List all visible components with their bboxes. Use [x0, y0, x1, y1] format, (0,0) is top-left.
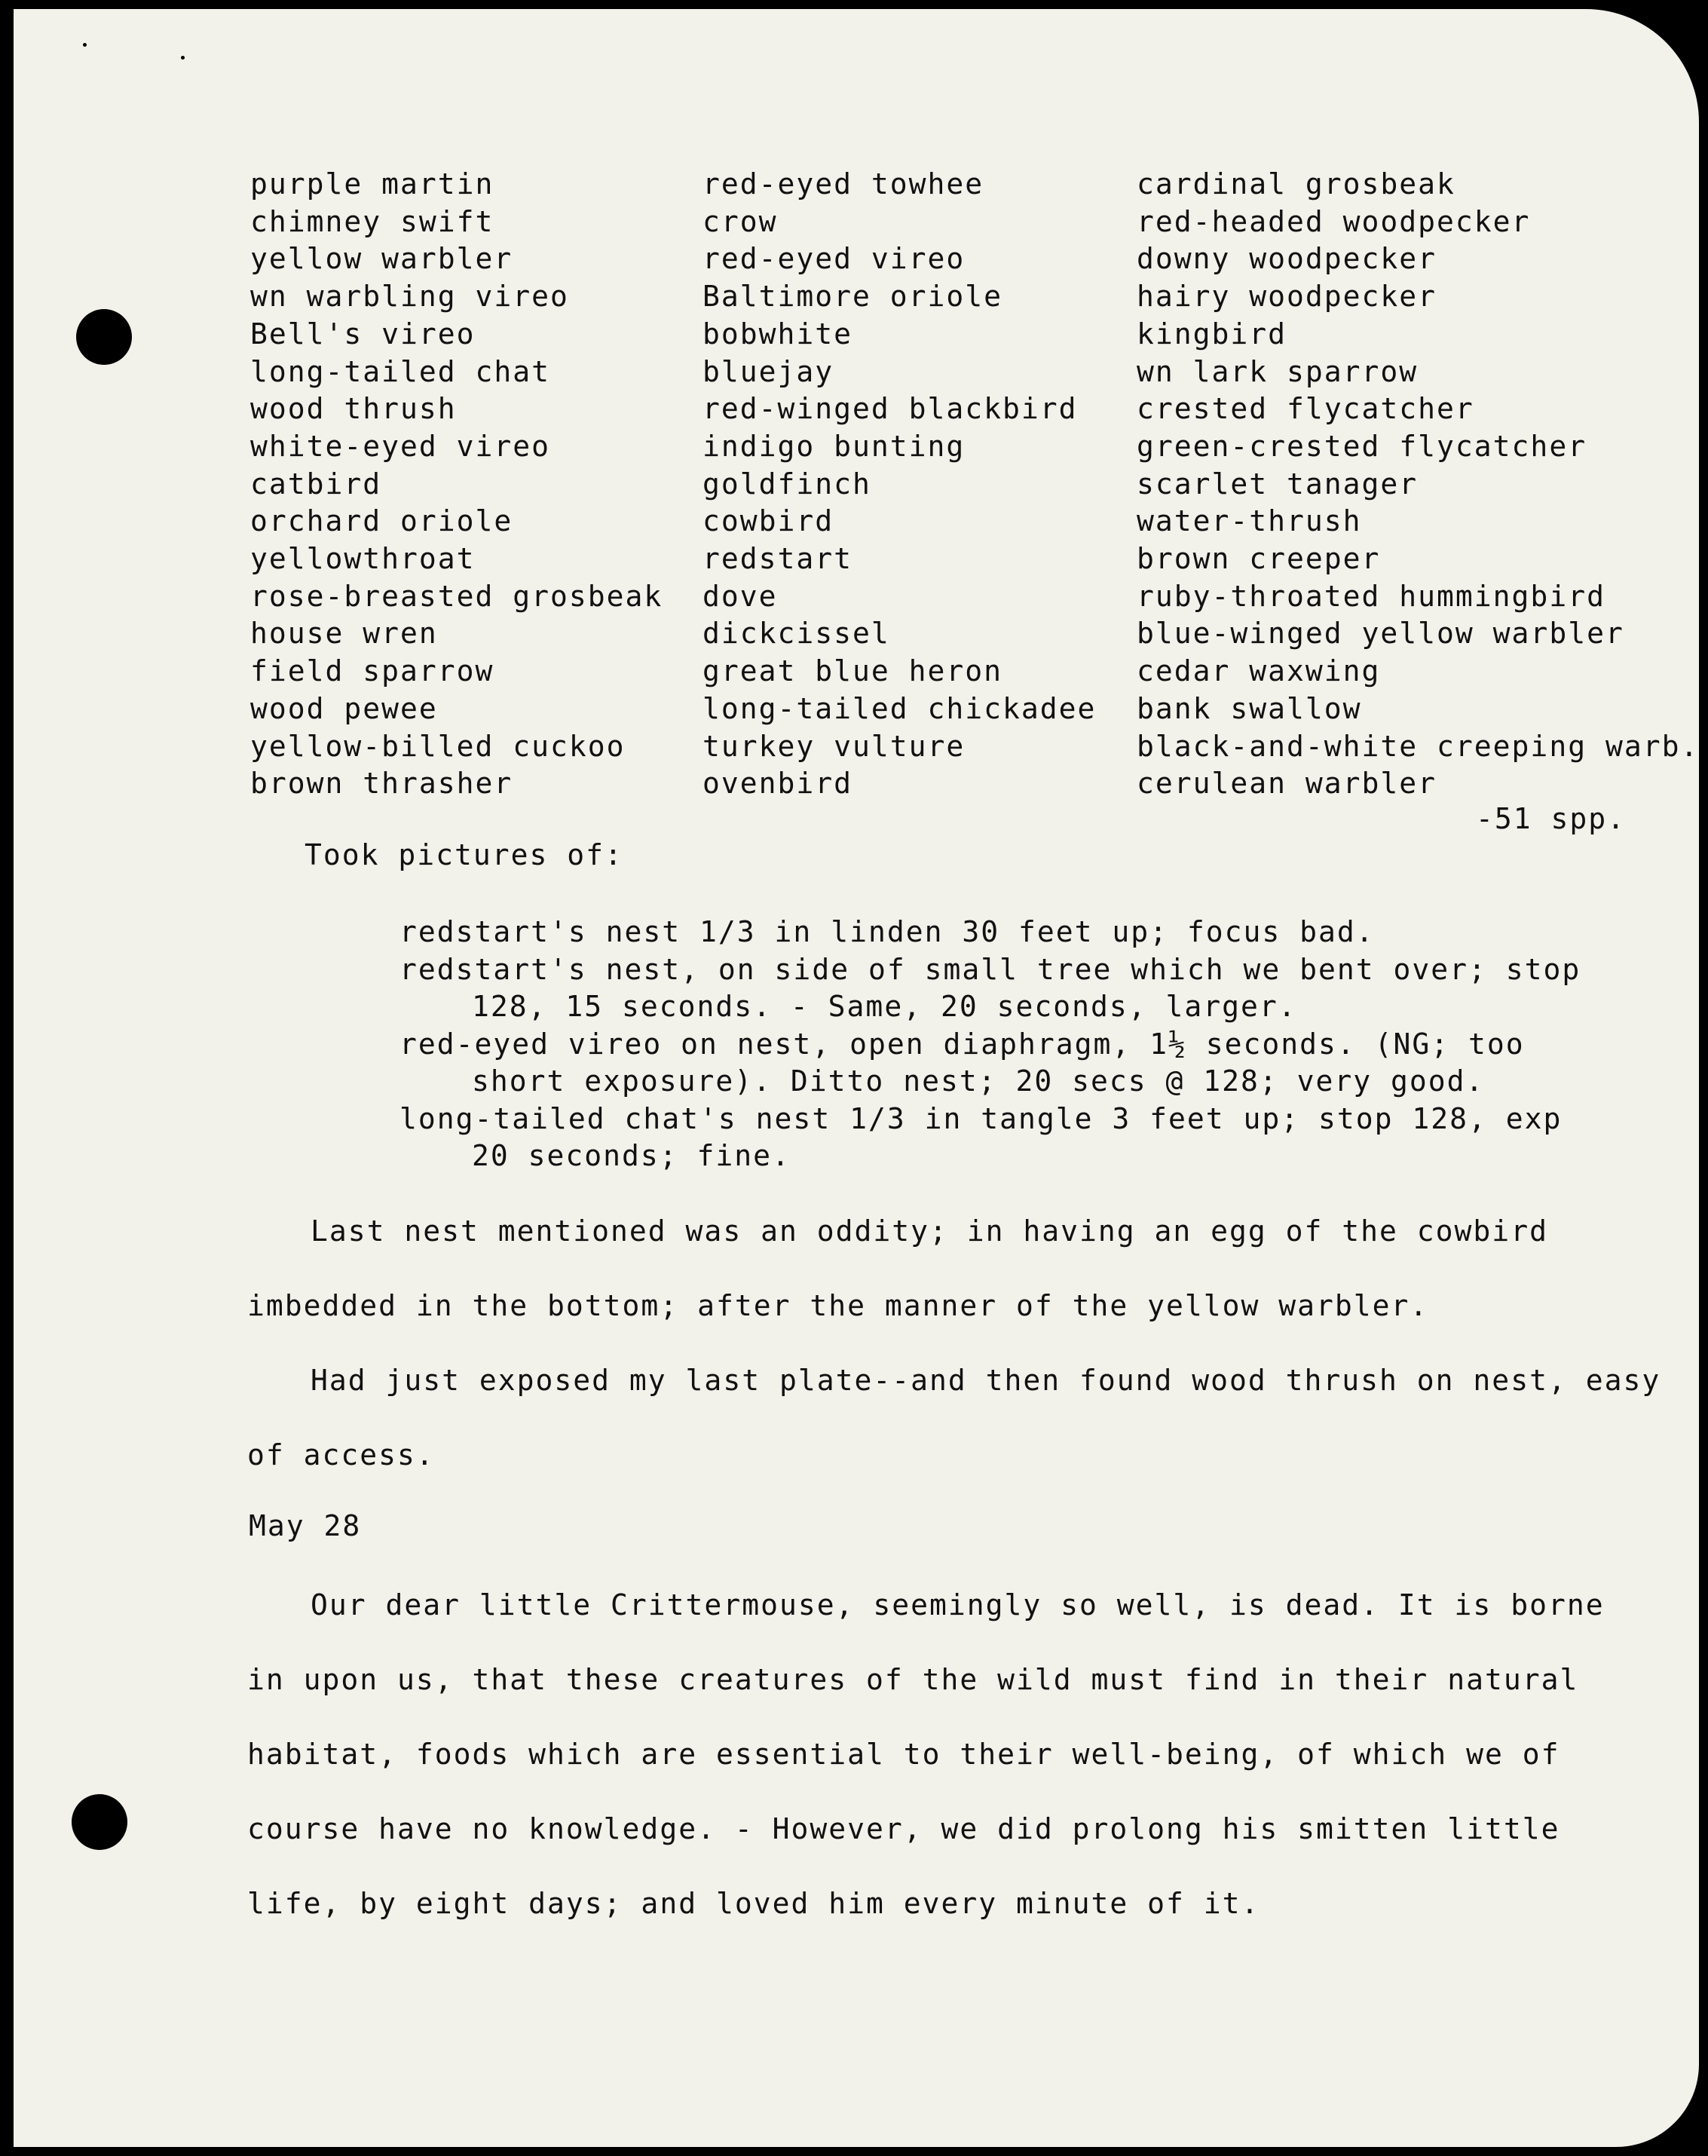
- species-item: bank swallow: [1137, 691, 1362, 725]
- paragraph-line: Had just exposed my last plate--and then found wood thrush on nest, easy: [311, 1364, 1661, 1397]
- paragraph-line: imbedded in the bottom; after the manner of the yellow warbler.: [247, 1289, 1429, 1322]
- paragraph-line: Last nest mentioned was an oddity; in having an egg of the cowbird: [311, 1214, 1548, 1248]
- species-item: long-tailed chat: [250, 354, 551, 388]
- photo-note-line: 20 seconds; fine.: [472, 1139, 791, 1172]
- species-item: dove: [702, 579, 778, 613]
- species-item: rose-breasted grosbeak: [250, 579, 663, 613]
- species-item: crested flycatcher: [1137, 392, 1474, 426]
- species-item: blue-winged yellow warbler: [1137, 617, 1624, 651]
- paragraph-line: of access.: [247, 1438, 435, 1472]
- species-item: green-crested flycatcher: [1137, 429, 1587, 463]
- species-item: dickcissel: [702, 617, 890, 651]
- photo-note-line: short exposure). Ditto nest; 20 secs @ 128; very good.: [472, 1064, 1485, 1098]
- species-item: crow: [702, 204, 778, 238]
- species-column-1: [250, 166, 663, 803]
- species-item: cerulean warbler: [1137, 767, 1437, 801]
- paragraph-line: Our dear little Crittermouse, seemingly so well, is dead. It is borne: [311, 1588, 1605, 1622]
- typed-page: [14, 9, 1699, 2147]
- species-item: Baltimore oriole: [702, 280, 1003, 314]
- species-item: downy woodpecker: [1137, 242, 1437, 276]
- species-total: -51 spp.: [1476, 802, 1627, 835]
- species-item: wn lark sparrow: [1137, 354, 1419, 388]
- date-heading: May 28: [249, 1509, 362, 1542]
- paragraph-crittermouse: [247, 1568, 1605, 1941]
- species-item: yellowthroat: [250, 542, 476, 576]
- species-item: black-and-white creeping warb.: [1137, 729, 1699, 763]
- photo-note-line: redstart's nest, on side of small tree which we bent over; stop: [399, 952, 1581, 986]
- species-item: kingbird: [1137, 317, 1287, 351]
- punch-hole: [76, 309, 132, 365]
- species-item: red-winged blackbird: [702, 392, 1078, 426]
- species-item: brown creeper: [1137, 542, 1381, 576]
- species-item: water-thrush: [1137, 504, 1362, 538]
- species-item: bobwhite: [702, 317, 853, 351]
- species-item: purple martin: [250, 167, 494, 201]
- species-item: indigo bunting: [702, 429, 966, 463]
- species-item: goldfinch: [702, 467, 871, 501]
- species-item: scarlet tanager: [1137, 467, 1419, 501]
- species-item: cardinal grosbeak: [1137, 167, 1455, 201]
- species-item: wn warbling vireo: [250, 280, 569, 314]
- took-pictures-heading: Took pictures of:: [305, 838, 623, 871]
- species-item: house wren: [250, 617, 438, 651]
- species-item: wood pewee: [250, 691, 438, 725]
- species-item: brown thrasher: [250, 767, 513, 801]
- species-item: field sparrow: [250, 654, 494, 688]
- paragraph-line: in upon us, that these creatures of the wild must find in their natural: [247, 1663, 1579, 1696]
- species-item: bluejay: [702, 354, 834, 388]
- species-item: Bell's vireo: [250, 317, 476, 351]
- species-item: catbird: [250, 467, 382, 501]
- species-item: ovenbird: [702, 767, 853, 801]
- species-item: cedar waxwing: [1137, 654, 1381, 688]
- photo-note-line: 128, 15 seconds. - Same, 20 seconds, larger.: [472, 990, 1297, 1023]
- species-item: cowbird: [702, 504, 834, 538]
- paragraph-line: course have no knowledge. - However, we did prolong his smitten little: [247, 1812, 1560, 1845]
- paper-speck: [83, 43, 87, 47]
- photo-note-line: red-eyed vireo on nest, open diaphragm, 1½ seconds. (NG; too: [399, 1027, 1525, 1061]
- species-item: wood thrush: [250, 392, 457, 426]
- species-column-2: [702, 166, 1096, 803]
- species-item: long-tailed chickadee: [702, 691, 1097, 725]
- species-item: turkey vulture: [702, 729, 966, 763]
- species-item: red-headed woodpecker: [1137, 204, 1531, 238]
- species-item: redstart: [702, 542, 853, 576]
- punch-hole: [72, 1794, 127, 1850]
- species-item: chimney swift: [250, 204, 494, 238]
- paragraph-oddity: [247, 1194, 1548, 1343]
- paragraph-line: life, by eight days; and loved him every minute of it.: [247, 1887, 1260, 1920]
- species-column-3: [1137, 166, 1699, 803]
- species-item: hairy woodpecker: [1137, 280, 1437, 314]
- species-item: ruby-throated hummingbird: [1137, 579, 1605, 613]
- paper-speck: [181, 56, 185, 60]
- paragraph-line: habitat, foods which are essential to their well-being, of which we of: [247, 1738, 1560, 1771]
- photo-note-line: long-tailed chat's nest 1/3 in tangle 3 feet up; stop 128, exp: [399, 1101, 1563, 1135]
- species-item: yellow warbler: [250, 242, 513, 276]
- species-item: red-eyed vireo: [702, 242, 966, 276]
- species-item: yellow-billed cuckoo: [250, 729, 626, 763]
- species-item: great blue heron: [702, 654, 1003, 688]
- species-item: orchard oriole: [250, 504, 513, 538]
- species-item: white-eyed vireo: [250, 429, 551, 463]
- species-item: red-eyed towhee: [702, 167, 984, 201]
- paragraph-plate: [247, 1343, 1661, 1493]
- photo-note-line: redstart's nest 1/3 in linden 30 feet up; focus bad.: [399, 915, 1375, 948]
- photo-notes: [399, 914, 1581, 1175]
